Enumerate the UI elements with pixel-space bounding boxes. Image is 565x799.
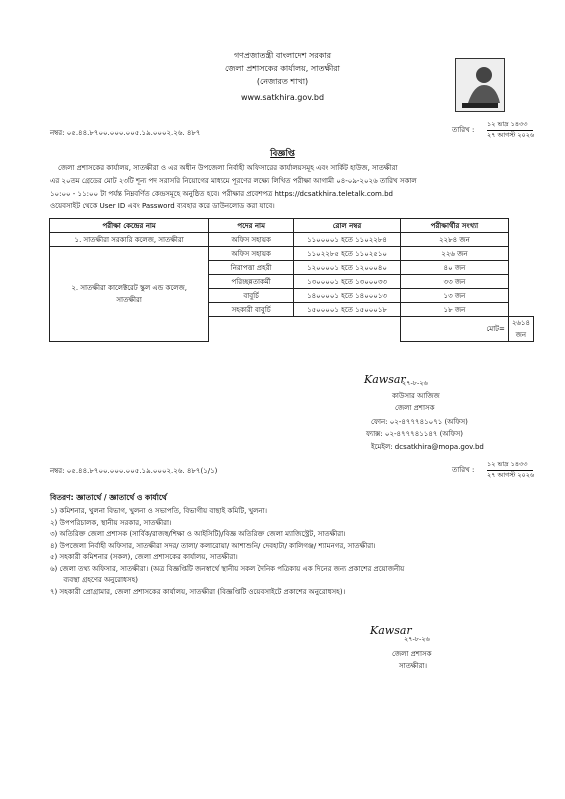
officer-designation: জেলা প্রশাসক xyxy=(395,404,435,412)
candidate-count: ২২৮৪ জন xyxy=(401,233,509,247)
table-header-row xyxy=(50,219,534,233)
post-name: নিরাপত্তা প্রহরী xyxy=(209,261,294,275)
date-bengali: ১২ ভাদ্র ১৪৩৩ xyxy=(487,119,533,131)
notice-title: বিজ্ঞপ্তি xyxy=(270,149,295,159)
candidate-count: ১৩ জন xyxy=(401,289,509,303)
memo-number: নম্বর: ০৫.৪৪.৮৭০০.০০০.০০৫.১৯.০০০২.২৬. ৪৮৭ xyxy=(50,129,201,137)
date-english: ২৭ আগস্ট ২০২৬ xyxy=(487,131,535,139)
candidate-count: ২২৬ জন xyxy=(401,247,509,261)
total-value: ২৬১৪ জন xyxy=(508,317,533,342)
signature-date: ২৭-৮-২৬ xyxy=(402,379,428,387)
place-2: সাতক্ষীরা। xyxy=(399,662,427,670)
roll-range: ১১০২২৮৫ হতে ১১০২৫১০ xyxy=(293,247,400,261)
list-item: ৬) জেলা তথ্য অফিসার, সাতক্ষীরা। (অত্র বিজ্ঞপ্তিটি জনস্বার্থে স্থানীয় সকল দৈনিক পত্রিকায় এক দিনের জন্য প্রকাশের প্রয়োজনীয় xyxy=(50,564,405,573)
distribution-list xyxy=(50,506,545,598)
officer-email[interactable]: ইমেইল: dcsatkhira@mopa.gov.bd xyxy=(371,443,484,451)
table-row xyxy=(50,233,534,247)
total-label: মোট= xyxy=(401,317,509,342)
list-item: ২) উপপরিচালক, স্থানীয় সরকার, সাতক্ষীরা। xyxy=(50,518,172,527)
officer-fax: ফ্যাক্স: ০২-৪৭৭৭৪১১৪৭ (অফিস) xyxy=(366,430,463,438)
date-english-copy: ২৭ আগস্ট ২০২৬ xyxy=(487,471,535,479)
officer-name: কাউসার আজিজ xyxy=(392,392,440,400)
post-name: অফিস সহায়ক xyxy=(209,233,294,247)
center-name: ১. সাতক্ষীরা সরকারি কলেজ, সাতক্ষীরা xyxy=(50,233,209,247)
exam-center-table xyxy=(49,218,534,342)
post-name: সহকারী বাবুর্চি xyxy=(209,303,294,317)
col-header-post: পদের নাম xyxy=(209,219,294,233)
govt-name: গণপ্রজাতন্ত্রী বাংলাদেশ সরকার xyxy=(233,51,332,60)
list-item: ৫) সহকারী কমিশনার (সকল), জেলা প্রশাসকের কার্যালয়, সাতক্ষীরা। xyxy=(50,553,238,561)
signature-scribble: Kawsar xyxy=(364,373,406,386)
roll-range: ১৪০০০০১ হতে ১৪০০০১৩ xyxy=(293,289,400,303)
memo-number-copy: নম্বর: ০৫.৪৪.৮৭০০.০০০.০০৫.১৯.০০০২.২৬. ৪৮৭(১/১) xyxy=(50,467,218,475)
body-line-2: এর ২০তম গ্রেডের মোট ২৩টি শূন্য পদ সরাসরি নিয়োগের মাধ্যমে পূরণের লক্ষ্যে লিখিত পরীক্ষা আগামী ০৪-০৯-২০২৬ তারিখ সকাল xyxy=(50,177,417,185)
post-name: পরিচ্ছন্নতাকর্মী xyxy=(209,275,294,289)
list-item: ব্যবস্থা গ্রহণের অনুরোধসহ) xyxy=(50,576,138,584)
officer-phone: ফোন: ০২-৪৭৭৭৪১০৭১ (অফিস) xyxy=(371,418,468,426)
distribution-heading: বিতরণ: জ্ঞাতার্থে / জ্ঞাতার্থে ও কার্যার্থে xyxy=(50,493,167,502)
list-item: ৩) অতিরিক্ত জেলা প্রশাসক (সার্বিক/রাজস্ব/শিক্ষা ও আইসিটি)/বিজ্ঞ অতিরিক্ত জেলা ম্যাজিস্ট্রেট, সাতক্ষীরা। xyxy=(50,530,346,538)
list-item: ৭) সহকারী প্রোগ্রামার, জেলা প্রশাসকের কার্যালয়, সাতক্ষীরা (বিজ্ঞপ্তিটি ওয়েবসাইটে প্রকাশের অনুরোধসহ)। xyxy=(50,587,346,596)
roll-range: ১৫০০০০১ হতে ১৫০০০১৮ xyxy=(293,303,400,317)
date-label: তারিখ : xyxy=(452,126,475,134)
website-link[interactable]: www.satkhira.gov.bd xyxy=(240,93,325,102)
col-header-roll: রোল নম্বর xyxy=(293,219,400,233)
candidate-count: ১৮ জন xyxy=(401,303,509,317)
center-name xyxy=(50,247,209,342)
body-line-3: ১০:০০ - ১১:০০ টা পর্যন্ত নিম্নবর্ণিত কেন্দ্রসমূহে অনুষ্ঠিত হবে। পরীক্ষার প্রবেশপত্র https://dcsatkhira.teletalk.com.bd xyxy=(50,189,393,198)
notice-body xyxy=(58,162,397,175)
list-item: ১) কমিশনার, খুলনা বিভাগ, খুলনা ও সভাপতি, বিভাগীয় বাছাই কমিটি, খুলনা। xyxy=(50,507,268,515)
date-bengali-copy: ১২ ভাদ্র ১৪৩৩ xyxy=(487,459,533,471)
post-name: বাবুর্চি xyxy=(209,289,294,303)
signature-date-2: ২৭-৮-২৬ xyxy=(404,635,430,643)
office-name: জেলা প্রশাসকের কার্যালয়, সাতক্ষীরা xyxy=(225,64,340,73)
notice-body-rest xyxy=(50,175,540,213)
portrait-emblem-icon xyxy=(455,58,505,112)
col-header-center: পরীক্ষা কেন্দ্রের নাম xyxy=(50,219,209,233)
body-line-4: ওয়েবসাইট থেকে User ID এবং Password ব্যবহার করে ডাউনলোড করা যাবে। xyxy=(50,202,275,210)
candidate-count: ৩৩ জন xyxy=(401,275,509,289)
designation-2: জেলা প্রশাসক xyxy=(392,650,432,658)
roll-range: ১২০০০০১ হতে ১২০০০৪০ xyxy=(293,261,400,275)
roll-range: ১৩০০০০১ হতে ১৩০০০৩৩ xyxy=(293,275,400,289)
body-line-1: জেলা প্রশাসকের কার্যালয়, সাতক্ষীরা ও এর অধীন উপজেলা নির্বাহী অফিসারের কার্যালয়সমূহ এবং সার্কিট হাউজ, সাতক্ষীরা xyxy=(58,164,398,172)
center-name-line2: সাতক্ষীরা xyxy=(116,296,142,304)
col-header-count: পরীক্ষার্থীর সংখ্যা xyxy=(401,219,509,233)
candidate-count: ৪০ জন xyxy=(401,261,509,275)
roll-range: ১১০০০০১ হতে ১১০২২৮৪ xyxy=(293,233,400,247)
date-label-copy: তারিখ : xyxy=(452,466,475,474)
table-row xyxy=(50,247,534,261)
list-item: ৪) উপজেলা নির্বাহী অফিসার, সাতক্ষীরা সদর/ তালা/ কলারোয়া/ আশাশুনি/ দেবহাটা/ কালিগঞ্জ/ শ্যামনগর, সাতক্ষীরা। xyxy=(50,541,376,550)
signature-scribble-2: Kawsar xyxy=(370,624,412,637)
post-name: অফিস সহায়ক xyxy=(209,247,294,261)
center-name-line1: ২. সাতক্ষীরা কালেক্টরেট স্কুল এন্ড কলেজ, xyxy=(71,284,187,292)
section-name: (নেজারত শাখা) xyxy=(256,77,309,86)
